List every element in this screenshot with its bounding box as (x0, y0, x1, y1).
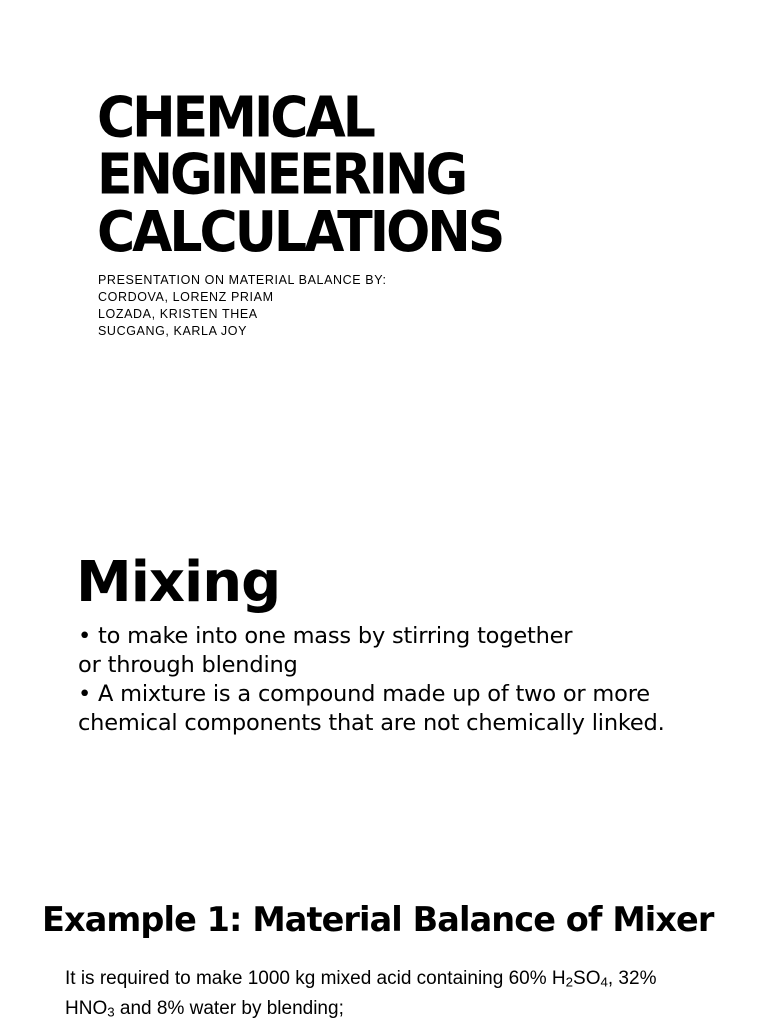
example-problem-text (65, 964, 656, 1024)
document-title (97, 85, 503, 265)
title-line-3: CALCULATIONS (97, 200, 503, 265)
credits-heading: PRESENTATION ON MATERIAL BALANCE BY: (98, 273, 387, 287)
presentation-credits (98, 272, 387, 340)
title-line-2: ENGINEERING (97, 142, 466, 208)
problem-line-1: It is required to make 1000 kg mixed acid containing 60% $H_2SO_4$, 32% (65, 968, 657, 990)
author-name: CORDOVA, LORENZ PRIAM (98, 290, 274, 304)
problem-line-2: $HNO_3$ and 8% water by blending; (65, 998, 344, 1020)
title-line-1: CHEMICAL (97, 85, 373, 151)
mixing-definition (78, 622, 665, 738)
definition-line: or through blending (78, 652, 298, 678)
author-name: SUCGANG, KARLA JOY (98, 324, 248, 338)
definition-line: chemical components that are not chemically linked. (78, 710, 665, 736)
author-name: LOZADA, KRISTEN THEA (98, 307, 258, 321)
definition-line: • A mixture is a compound made up of two or more (78, 681, 650, 707)
definition-line: • to make into one mass by stirring together (78, 623, 573, 649)
example-heading: Example 1: Material Balance of Mixer (42, 900, 714, 939)
mixing-heading: Mixing (76, 550, 281, 615)
